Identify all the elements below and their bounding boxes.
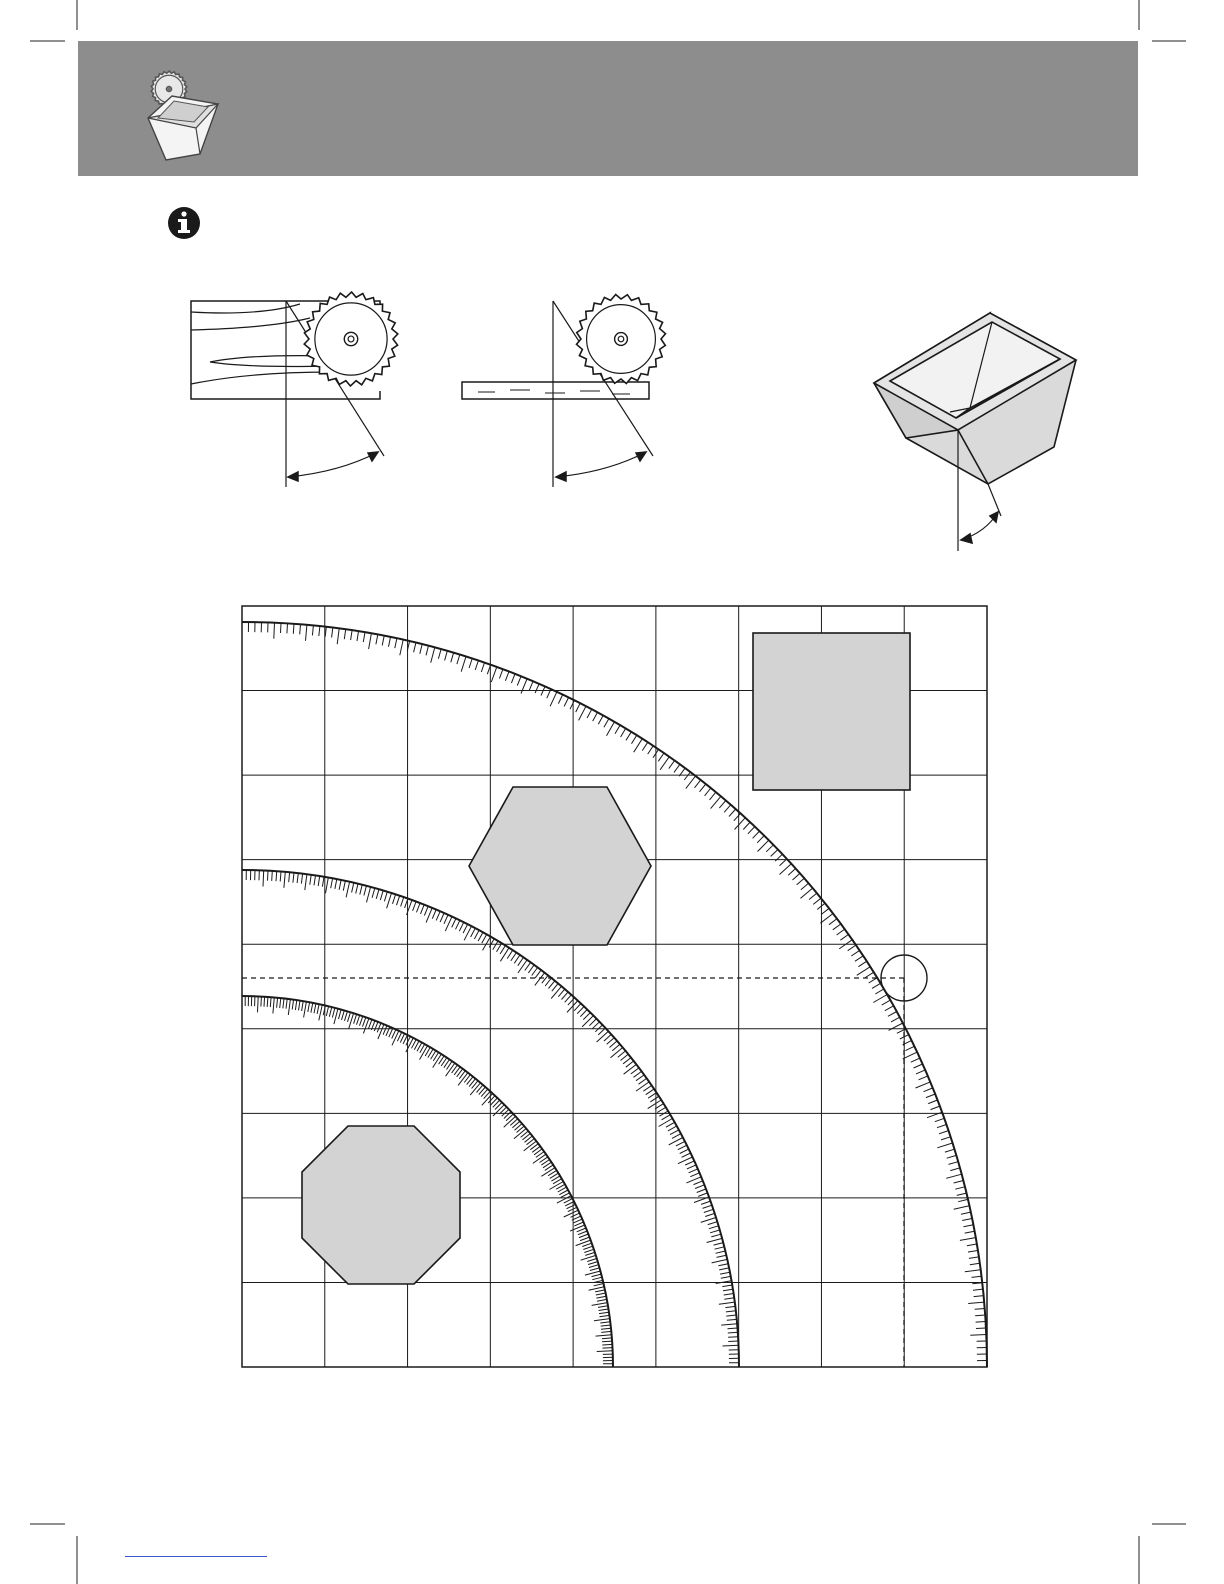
info-icon bbox=[168, 207, 200, 239]
octagon-shape bbox=[302, 1126, 460, 1284]
saw-teeth bbox=[577, 295, 666, 384]
square-shape bbox=[753, 633, 910, 790]
mitre-box-illustration bbox=[874, 313, 1076, 551]
saw-blade-illustration bbox=[577, 295, 666, 384]
mitre-box-icon bbox=[148, 96, 218, 160]
footer-link-underline[interactable] bbox=[125, 1556, 267, 1557]
